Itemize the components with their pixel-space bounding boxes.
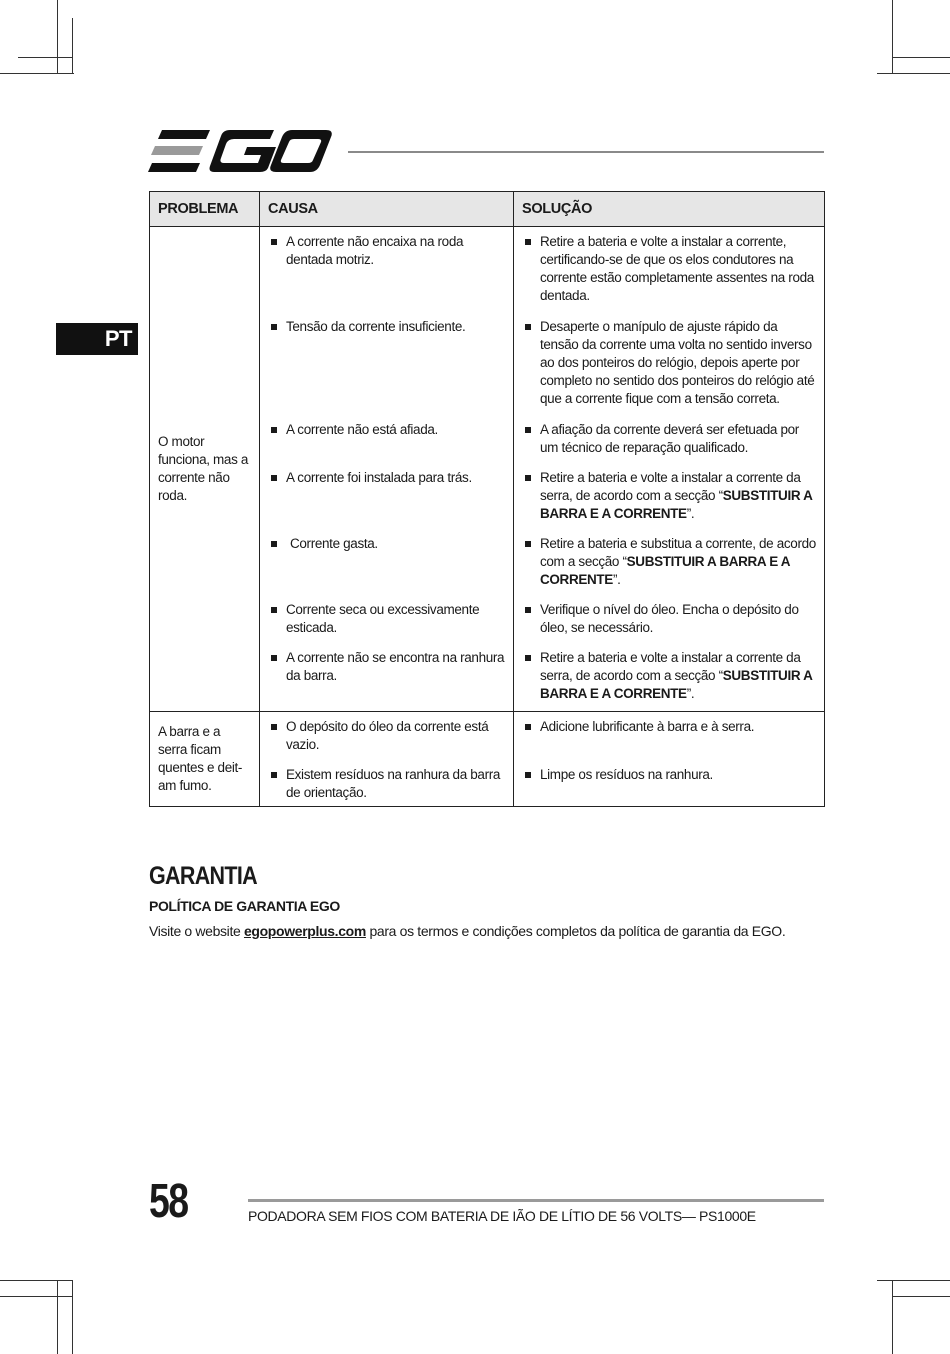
solution-item bbox=[522, 649, 816, 711]
crop-mark bbox=[72, 1280, 73, 1354]
solution-text: ”. bbox=[612, 572, 621, 587]
cause-item: Existem resíduos na ranhura da barra de orientação. bbox=[268, 766, 505, 806]
crop-mark bbox=[18, 57, 73, 58]
solution-item: A afiação da corrente deverá ser efetuada por um técnico de reparação qualificado. bbox=[522, 421, 816, 469]
crop-mark bbox=[892, 1296, 950, 1297]
crop-mark bbox=[0, 1296, 73, 1297]
cause-item: Corrente gasta. bbox=[268, 535, 505, 601]
crop-mark bbox=[877, 1280, 950, 1281]
solution-text: Retire a bateria e volte a instalar a corrente da serra, de acordo com a secção “ bbox=[540, 470, 801, 503]
warranty-title: GARANTIA bbox=[149, 862, 257, 890]
problem-text: O motor funciona, mas a corrente não roda. bbox=[158, 434, 249, 503]
cause-item: A corrente foi instalada para trás. bbox=[268, 469, 505, 535]
solution-item: Desaperte o manípulo de ajuste rápido da tensão da corrente uma volta no sentido inverso ao dos ponteiros do relógio, depois aperte por completo no sentido dos ponteiros do relógio até que a corrente fique com a tensão correta. bbox=[522, 318, 816, 421]
cause-cell bbox=[260, 712, 514, 807]
header-problem: PROBLEMA bbox=[150, 192, 260, 227]
solution-cell bbox=[514, 712, 825, 807]
troubleshooting-table bbox=[149, 191, 825, 807]
cause-item: O depósito do óleo da corrente está vazio. bbox=[268, 718, 505, 766]
language-tab: PT bbox=[56, 323, 138, 355]
page-number: 58 bbox=[149, 1175, 188, 1228]
crop-mark bbox=[0, 73, 74, 74]
solution-item bbox=[522, 469, 816, 535]
header-solution: SOLUÇÃO bbox=[514, 192, 825, 227]
table-row bbox=[150, 227, 825, 712]
cause-cell bbox=[260, 227, 514, 712]
section-reference: SUBSTITUIR A BARRA E A CORRENTE bbox=[540, 488, 813, 521]
ego-logo bbox=[148, 130, 332, 172]
crop-mark bbox=[72, 18, 73, 74]
solution-item: Verifique o nível do óleo. Encha o depósito do óleo, se necessário. bbox=[522, 601, 816, 649]
solution-item: Limpe os resíduos na ranhura. bbox=[522, 766, 816, 806]
solution-item bbox=[522, 535, 816, 601]
solution-text: Retire a bateria e substitua a corrente, de acordo com a secção “ bbox=[540, 536, 816, 569]
table-row bbox=[150, 712, 825, 807]
cause-item: Tensão da corrente insuficiente. bbox=[268, 318, 505, 421]
warranty-policy-text bbox=[149, 923, 785, 939]
crop-mark bbox=[57, 1280, 58, 1354]
crop-mark bbox=[0, 1280, 73, 1281]
table-header-row bbox=[150, 192, 825, 227]
problem-text: A barra e a serra ficam quentes e deit-am fumo. bbox=[158, 724, 243, 793]
solution-text: ”. bbox=[686, 506, 695, 521]
warranty-text-pre: Visite o website bbox=[149, 923, 244, 939]
cause-item: A corrente não está afiada. bbox=[268, 421, 505, 469]
crop-mark bbox=[892, 57, 950, 58]
section-reference: SUBSTITUIR A BARRA E A CORRENTE bbox=[540, 554, 790, 587]
warranty-text-post: para os termos e condições completos da política de garantia da EGO. bbox=[365, 923, 786, 939]
section-reference: SUBSTITUIR A BARRA E A CORRENTE bbox=[540, 668, 813, 701]
crop-mark bbox=[57, 0, 58, 74]
warranty-website-link[interactable]: egopowerplus.com bbox=[243, 923, 366, 939]
cause-item: Corrente seca ou excessivamente esticada. bbox=[268, 601, 505, 649]
problem-cell bbox=[150, 227, 260, 712]
crop-mark bbox=[877, 73, 950, 74]
footer-rule bbox=[248, 1199, 824, 1202]
crop-mark bbox=[892, 0, 893, 74]
solution-item: Adicione lubrificante à barra e à serra. bbox=[522, 718, 816, 766]
solution-text: Retire a bateria e volte a instalar a corrente da serra, de acordo com a secção “ bbox=[540, 650, 801, 683]
header-rule bbox=[348, 151, 824, 153]
solution-cell bbox=[514, 227, 825, 712]
warranty-policy-title: POLÍTICA DE GARANTIA EGO bbox=[149, 898, 340, 914]
crop-mark bbox=[892, 1280, 893, 1354]
cause-item: A corrente não encaixa na roda dentada motriz. bbox=[268, 233, 505, 318]
footer-product-text: PODADORA SEM FIOS COM BATERIA DE IÃO DE LÍTIO DE 56 VOLTS— PS1000E bbox=[248, 1208, 756, 1224]
problem-cell bbox=[150, 712, 260, 807]
cause-item: A corrente não se encontra na ranhura da barra. bbox=[268, 649, 505, 693]
solution-item: Retire a bateria e volte a instalar a corrente, certificando-se de que os elos condutores na corrente estão completamente assentes na roda dentada. bbox=[522, 233, 816, 318]
solution-text: ”. bbox=[686, 686, 695, 701]
header-cause: CAUSA bbox=[260, 192, 514, 227]
